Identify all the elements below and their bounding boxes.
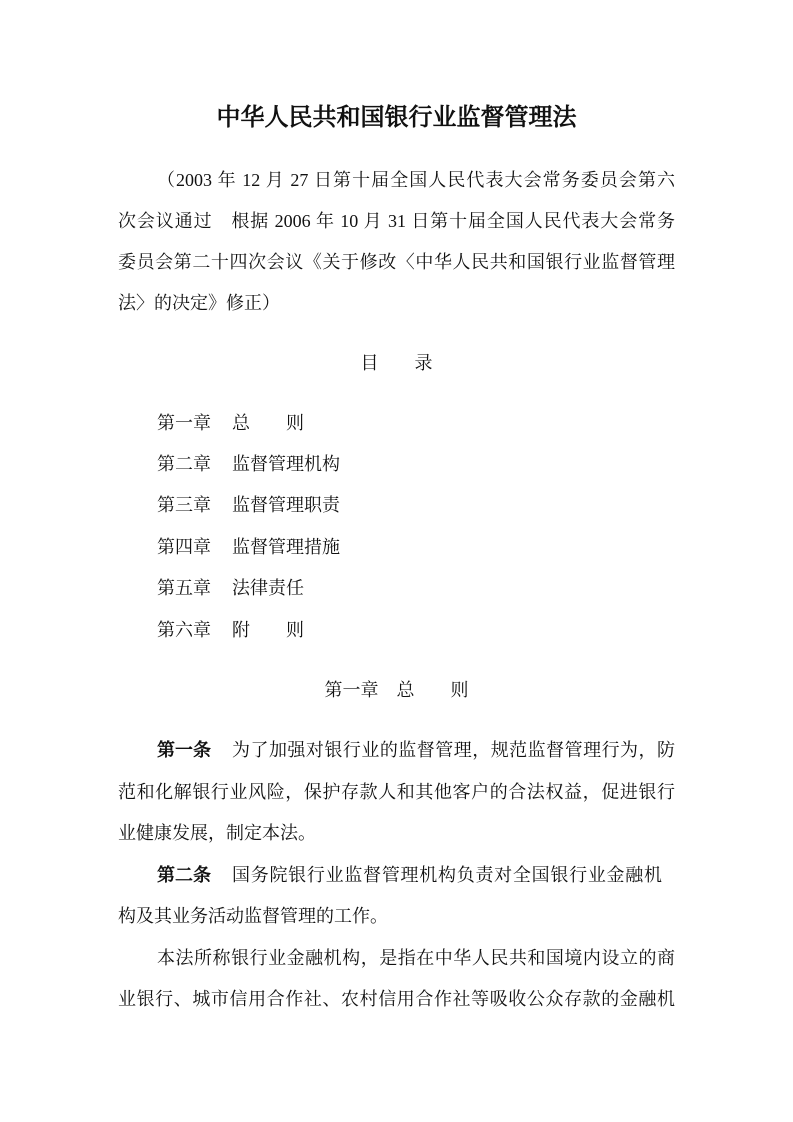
paragraph-line: 本法所称银行业金融机构，是指在中华人民共和国境内设立的商 <box>157 948 675 968</box>
article-line: 国务院银行业监督管理机构负责对全国银行业金融机 <box>232 865 662 885</box>
toc-item[interactable] <box>157 535 340 559</box>
toc-name: 总 则 <box>232 413 304 433</box>
preamble-line: （2003 年 12 月 27 日第十届全国人民代表大会常务委员会第六 <box>157 170 675 190</box>
toc-item[interactable] <box>157 411 304 435</box>
toc-heading: 目 录 <box>360 353 433 373</box>
toc-num: 第二章 <box>157 454 211 474</box>
document-title: 中华人民共和国银行业监督管理法 <box>216 105 577 131</box>
toc-item[interactable] <box>157 618 304 642</box>
toc-name: 法律责任 <box>232 578 304 598</box>
preamble-line: 委员会第二十四次会议《关于修改〈中华人民共和国银行业监督管理 <box>118 252 675 272</box>
toc-item[interactable] <box>157 576 304 600</box>
toc-name: 监督管理机构 <box>232 454 340 474</box>
article-line: 范和化解银行业风险，保护存款人和其他客户的合法权益，促进银行 <box>118 782 675 802</box>
toc-item[interactable] <box>157 452 340 476</box>
article-label: 第一条 <box>157 740 211 760</box>
article-line: 构及其业务活动监督管理的工作。 <box>118 906 388 926</box>
toc-name: 监督管理职责 <box>232 495 340 515</box>
article-line: 为了加强对银行业的监督管理，规范监督管理行为，防 <box>232 740 675 760</box>
toc-num: 第六章 <box>157 620 211 640</box>
toc-num: 第四章 <box>157 537 211 557</box>
chapter-heading: 第一章 总 则 <box>324 680 469 700</box>
toc-name: 附 则 <box>232 620 304 640</box>
preamble-line: 法〉的决定》修正） <box>118 293 280 313</box>
article-label: 第二条 <box>157 865 211 885</box>
paragraph-line: 业银行、城市信用合作社、农村信用合作社等吸收公众存款的金融机 <box>118 989 675 1009</box>
toc-num: 第五章 <box>157 578 211 598</box>
article-line: 业健康发展，制定本法。 <box>118 823 316 843</box>
toc-item[interactable] <box>157 493 340 517</box>
toc-name: 监督管理措施 <box>232 537 340 557</box>
preamble-line: 次会议通过 根据 2006 年 10 月 31 日第十届全国人民代表大会常务 <box>118 211 675 231</box>
toc-num: 第一章 <box>157 413 211 433</box>
toc-num: 第三章 <box>157 495 211 515</box>
